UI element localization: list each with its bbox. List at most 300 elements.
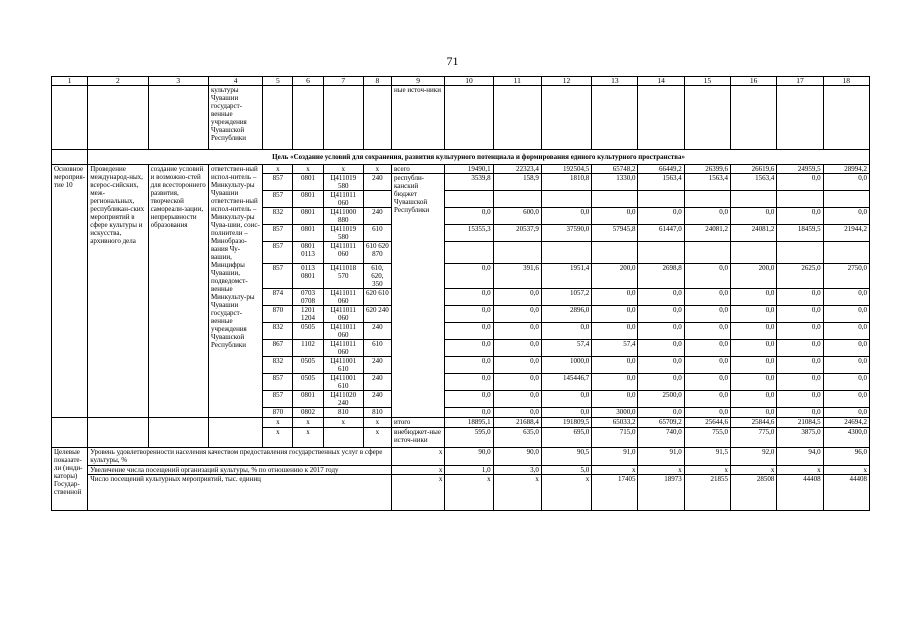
value-cell: 0,0	[777, 174, 823, 191]
target-marker: x	[392, 475, 445, 511]
value-cell	[684, 191, 730, 208]
empty-cell	[592, 86, 638, 150]
empty-cell	[493, 86, 541, 150]
value-cell: 0,0	[638, 408, 684, 418]
cell-c5: x	[263, 418, 293, 428]
value-cell: 26399,6	[684, 165, 730, 174]
cell-c6: 0703 0708	[293, 289, 323, 306]
value-cell	[638, 191, 684, 208]
cell-c7: x	[323, 165, 363, 174]
cell-c7: Ц411020 240	[323, 391, 363, 408]
value-cell: 0,0	[823, 374, 869, 391]
empty-cell	[823, 86, 869, 150]
value-cell: 19490,1	[445, 165, 493, 174]
cell-c8: x	[363, 165, 391, 174]
value-cell: 0,0	[445, 208, 493, 225]
data-row	[52, 165, 870, 174]
value-cell: 28508	[731, 475, 777, 511]
value-cell: 3875,0	[777, 428, 823, 448]
value-cell: 2896,0	[541, 306, 591, 323]
value-cell: 2750,0	[823, 264, 869, 289]
value-cell: 0,0	[684, 408, 730, 418]
cell-c3: создание условий и возможно-стей для всестороннего развития, творческой самореали-зации, непрерывности образования	[148, 165, 208, 418]
value-cell: 24081,2	[684, 225, 730, 242]
cell-c5: 857	[263, 242, 293, 264]
header-cell: 18	[823, 77, 869, 86]
value-cell: 0,0	[823, 323, 869, 340]
value-cell: 90,0	[445, 448, 493, 466]
value-cell: 0,0	[731, 340, 777, 357]
value-cell: 0,0	[823, 357, 869, 374]
value-cell: x	[731, 466, 777, 475]
empty-cell	[445, 86, 493, 150]
value-cell: 0,0	[731, 323, 777, 340]
value-cell: 24959,5	[777, 165, 823, 174]
value-cell	[823, 242, 869, 264]
value-cell: 20537,9	[493, 225, 541, 242]
value-cell: 0,0	[638, 357, 684, 374]
targets-label: Целевые показате-ли (инди-каторы) Государ-ственной	[52, 448, 88, 511]
value-cell: 18973	[638, 475, 684, 511]
empty-cell	[684, 86, 730, 150]
cell-c6: 0801	[293, 191, 323, 208]
value-cell: 65748,2	[592, 165, 638, 174]
cell-c7: Ц411019 580	[323, 225, 363, 242]
empty-cell	[323, 86, 363, 150]
cell-c7: Ц411011 060	[323, 242, 363, 264]
value-cell: 0,0	[823, 306, 869, 323]
header-cell: 16	[731, 77, 777, 86]
value-cell: 0,0	[493, 323, 541, 340]
value-cell: 90,0	[493, 448, 541, 466]
value-cell: 0,0	[592, 208, 638, 225]
header-cell: 17	[777, 77, 823, 86]
cell-c8: 620 610	[363, 289, 391, 306]
value-cell	[823, 191, 869, 208]
target-marker: x	[392, 448, 445, 466]
value-cell: 391,6	[493, 264, 541, 289]
value-cell: 3539,8	[445, 174, 493, 191]
header-cell: 10	[445, 77, 493, 86]
value-cell: 57945,8	[592, 225, 638, 242]
value-cell: 0,0	[731, 289, 777, 306]
cell-source: всего	[392, 165, 445, 174]
value-cell: 90,5	[541, 448, 591, 466]
value-cell: 0,0	[777, 391, 823, 408]
cell-c6: 1102	[293, 340, 323, 357]
goal-text: Цель «Создание условий для сохранения, развития культурного потенциала и формирования единого культурного пространства»	[88, 150, 870, 165]
value-cell: 192504,5	[541, 165, 591, 174]
value-cell: 21688,4	[493, 418, 541, 428]
cell-c8: 610	[363, 225, 391, 242]
cell-c6: 0113 0801	[293, 264, 323, 289]
value-cell: 0,0	[592, 374, 638, 391]
cell-c5: 857	[263, 225, 293, 242]
value-cell: 17405	[592, 475, 638, 511]
value-cell: 158,9	[493, 174, 541, 191]
header-cell: 11	[493, 77, 541, 86]
value-cell: 0,0	[823, 391, 869, 408]
value-cell: 0,0	[731, 357, 777, 374]
cell-c8: 240	[363, 374, 391, 391]
value-cell: 65709,2	[638, 418, 684, 428]
value-cell: 0,0	[777, 340, 823, 357]
cell-c8: x	[363, 428, 391, 448]
cell-c7: Ц411001 610	[323, 374, 363, 391]
value-cell: 66449,2	[638, 165, 684, 174]
value-cell: 0,0	[638, 323, 684, 340]
cell-source: итого	[392, 418, 445, 428]
cell-c5: 857	[263, 264, 293, 289]
header-cell: 9	[392, 77, 445, 86]
value-cell: 91,5	[684, 448, 730, 466]
value-cell	[592, 242, 638, 264]
value-cell: 0,0	[823, 408, 869, 418]
empty-cell	[52, 418, 88, 448]
value-cell: 775,0	[731, 428, 777, 448]
value-cell: x	[445, 475, 493, 511]
value-cell: 57,4	[541, 340, 591, 357]
value-cell: x	[823, 466, 869, 475]
header-cell: 12	[541, 77, 591, 86]
value-cell: 1810,8	[541, 174, 591, 191]
header-cell: 6	[293, 77, 323, 86]
cell-c5: x	[263, 428, 293, 448]
value-cell: 0,0	[684, 340, 730, 357]
cell-c5: 832	[263, 357, 293, 374]
empty-cell	[88, 418, 148, 448]
value-cell: 0,0	[493, 374, 541, 391]
value-cell: 0,0	[445, 289, 493, 306]
value-cell: 28994,2	[823, 165, 869, 174]
cell-c6: 0801	[293, 225, 323, 242]
value-cell: 0,0	[777, 208, 823, 225]
value-cell: 1951,4	[541, 264, 591, 289]
value-cell	[638, 242, 684, 264]
value-cell	[445, 242, 493, 264]
empty-cell	[293, 86, 323, 150]
empty-cell	[731, 86, 777, 150]
cell-c6: 0505	[293, 357, 323, 374]
value-cell: 61447,0	[638, 225, 684, 242]
value-cell: 0,0	[445, 374, 493, 391]
value-cell: 0,0	[592, 357, 638, 374]
value-cell: 0,0	[684, 208, 730, 225]
header-cell: 15	[684, 77, 730, 86]
empty-cell	[88, 86, 148, 150]
cell-c6: x	[293, 418, 323, 428]
value-cell	[684, 242, 730, 264]
cell-c8: 610, 620, 350	[363, 264, 391, 289]
value-cell: 24694,2	[823, 418, 869, 428]
value-cell: 0,0	[592, 306, 638, 323]
cell-c7: Ц411000 880	[323, 208, 363, 225]
target-row	[52, 475, 870, 511]
value-cell: 92,0	[731, 448, 777, 466]
value-cell: 15355,3	[445, 225, 493, 242]
empty-cell	[148, 418, 208, 448]
value-cell: 1,0	[445, 466, 493, 475]
value-cell: 25844,6	[731, 418, 777, 428]
value-cell: 0,0	[684, 264, 730, 289]
cell-c7: 810	[323, 408, 363, 418]
cell-c6: 0801	[293, 208, 323, 225]
value-cell: 18459,5	[777, 225, 823, 242]
value-cell: 0,0	[445, 323, 493, 340]
value-cell: 24081,2	[731, 225, 777, 242]
empty-cell	[208, 418, 262, 448]
value-cell: 1000,0	[541, 357, 591, 374]
value-cell: 0,0	[684, 374, 730, 391]
cell-c5: 857	[263, 191, 293, 208]
value-cell: 0,0	[823, 289, 869, 306]
value-cell: 0,0	[445, 357, 493, 374]
cell-c6: 0802	[293, 408, 323, 418]
cell-c6: 0505	[293, 374, 323, 391]
value-cell: 0,0	[777, 357, 823, 374]
cell-c6: 0801 0113	[293, 242, 323, 264]
value-cell: 635,0	[493, 428, 541, 448]
cell-c8: x	[363, 418, 391, 428]
value-cell: 595,0	[445, 428, 493, 448]
value-cell: 0,0	[493, 408, 541, 418]
cell-c8: 810	[363, 408, 391, 418]
value-cell: 3000,0	[592, 408, 638, 418]
target-marker: x	[392, 466, 445, 475]
target-text: Число посещений культурных мероприятий, тыс. единиц	[88, 475, 392, 511]
value-cell: 37590,0	[541, 225, 591, 242]
value-cell: 0,0	[493, 289, 541, 306]
cell-source: внебюджет-ные источ-ники	[392, 428, 445, 448]
value-cell: 2698,8	[638, 264, 684, 289]
value-cell: 740,0	[638, 428, 684, 448]
goal-spacer	[52, 150, 88, 165]
value-cell: 0,0	[684, 357, 730, 374]
target-text: Увеличение числа посещений организаций культуры, % по отношению к 2017 году	[88, 466, 392, 475]
cell-c4: ответствен-ный испол-нитель – Минкульту-ры Чувашии ответствен-ный испол-нитель – Минкульту-ры Чува-шии, соис-полнители – Минобразо-вания Чу-вашии, Минцифры Чувашии, подведомст-венные Минкульту-ры Чувашии государст-венные учреждения Чувашской Республики	[208, 165, 262, 418]
value-cell: 0,0	[541, 323, 591, 340]
cell-c6: 0801	[293, 391, 323, 408]
empty-cell	[638, 86, 684, 150]
value-cell: 145446,7	[541, 374, 591, 391]
target-row	[52, 466, 870, 475]
cell-c5: x	[263, 165, 293, 174]
value-cell: 0,0	[541, 391, 591, 408]
header-row	[52, 77, 870, 86]
value-cell: 0,0	[731, 408, 777, 418]
cell-c5: 867	[263, 340, 293, 357]
goal-row	[52, 150, 870, 165]
value-cell: 0,0	[541, 208, 591, 225]
value-cell: 0,0	[445, 264, 493, 289]
value-cell: 0,0	[541, 408, 591, 418]
value-cell: 44408	[823, 475, 869, 511]
value-cell	[541, 242, 591, 264]
cell-c7: Ц411001 610	[323, 357, 363, 374]
value-cell: 0,0	[777, 306, 823, 323]
value-cell: 5,0	[541, 466, 591, 475]
value-cell: 695,0	[541, 428, 591, 448]
value-cell: 65033,2	[592, 418, 638, 428]
cell-c7	[323, 428, 363, 448]
value-cell: x	[541, 475, 591, 511]
value-cell: 21944,2	[823, 225, 869, 242]
value-cell: 191809,5	[541, 418, 591, 428]
value-cell: 0,0	[777, 289, 823, 306]
page-number: 71	[446, 54, 459, 68]
header-cell: 2	[88, 77, 148, 86]
value-cell: 44408	[777, 475, 823, 511]
value-cell: 1563,4	[731, 174, 777, 191]
value-cell: 26619,6	[731, 165, 777, 174]
value-cell: 18895,1	[445, 418, 493, 428]
empty-cell	[52, 86, 88, 150]
cell-c5: 857	[263, 391, 293, 408]
value-cell: 0,0	[493, 391, 541, 408]
cell-source: республи-канский бюджет Чувашской Республики	[392, 174, 445, 418]
value-cell: 21855	[684, 475, 730, 511]
value-cell: 0,0	[638, 208, 684, 225]
value-cell: 0,0	[731, 306, 777, 323]
value-cell: 0,0	[777, 374, 823, 391]
value-cell: 1563,4	[638, 174, 684, 191]
value-cell	[493, 242, 541, 264]
value-cell: 0,0	[684, 323, 730, 340]
value-cell: 715,0	[592, 428, 638, 448]
cell-c6: 0801	[293, 174, 323, 191]
value-cell: 755,0	[684, 428, 730, 448]
value-cell: 3,0	[493, 466, 541, 475]
empty-cell	[363, 86, 391, 150]
value-cell: 600,0	[493, 208, 541, 225]
cell-source: ные источ-ники	[392, 86, 445, 150]
value-cell: 96,0	[823, 448, 869, 466]
value-cell: 0,0	[638, 306, 684, 323]
value-cell: 200,0	[592, 264, 638, 289]
cell-c6: 1201 1204	[293, 306, 323, 323]
value-cell: x	[777, 466, 823, 475]
value-cell: 0,0	[493, 357, 541, 374]
value-cell	[493, 191, 541, 208]
value-cell: x	[493, 475, 541, 511]
value-cell: 0,0	[592, 323, 638, 340]
cell-c8: 240	[363, 208, 391, 225]
cell-c8: 610	[363, 340, 391, 357]
value-cell: 25644,6	[684, 418, 730, 428]
cell-c5: 874	[263, 289, 293, 306]
value-cell: 0,0	[731, 374, 777, 391]
cell-c1: Основное мероприя-тие 10	[52, 165, 88, 418]
value-cell: 0,0	[445, 391, 493, 408]
cell-executor: культуры Чувашии государст-венные учреждения Чувашской Республики	[208, 86, 262, 150]
value-cell: 0,0	[777, 323, 823, 340]
cell-c6: 0505	[293, 323, 323, 340]
value-cell	[777, 242, 823, 264]
cell-c8: 620 240	[363, 306, 391, 323]
header-cell: 4	[208, 77, 262, 86]
cell-c5: 870	[263, 408, 293, 418]
value-cell: 0,0	[592, 391, 638, 408]
value-cell: 0,0	[777, 408, 823, 418]
cell-c8	[363, 191, 391, 208]
value-cell: x	[684, 466, 730, 475]
value-cell: 0,0	[638, 289, 684, 306]
value-cell: 1563,4	[684, 174, 730, 191]
cell-c2: Проведение международ-ных, всерос-сийских, меж-региональных, республикан-ских мероприятий в сфере культуры и искусства, архивного дела	[88, 165, 148, 418]
value-cell: 21084,5	[777, 418, 823, 428]
header-cell: 13	[592, 77, 638, 86]
value-cell: 91,0	[638, 448, 684, 466]
header-cell: 5	[263, 77, 293, 86]
value-cell: 57,4	[592, 340, 638, 357]
cell-c8: 240	[363, 174, 391, 191]
value-cell	[541, 191, 591, 208]
cell-c5: 857	[263, 174, 293, 191]
cell-c8: 610 620 870	[363, 242, 391, 264]
value-cell: 0,0	[445, 408, 493, 418]
value-cell: 2500,0	[638, 391, 684, 408]
value-cell: 0,0	[445, 340, 493, 357]
data-row	[52, 418, 870, 428]
cell-c7: Ц411011 060	[323, 340, 363, 357]
value-cell: 1057,2	[541, 289, 591, 306]
value-cell: 0,0	[638, 340, 684, 357]
cell-c7: Ц411019 580	[323, 174, 363, 191]
cell-c7: Ц411011 060	[323, 323, 363, 340]
header-cell: 14	[638, 77, 684, 86]
value-cell: 1330,0	[592, 174, 638, 191]
value-cell: 0,0	[445, 306, 493, 323]
value-cell: 0,0	[638, 374, 684, 391]
value-cell	[731, 242, 777, 264]
value-cell: 0,0	[592, 289, 638, 306]
value-cell: 0,0	[823, 174, 869, 191]
value-cell	[592, 191, 638, 208]
header-cell: 3	[148, 77, 208, 86]
value-cell: 4300,0	[823, 428, 869, 448]
value-cell: 0,0	[684, 306, 730, 323]
budget-table	[51, 76, 870, 511]
value-cell: 0,0	[823, 208, 869, 225]
value-cell: 0,0	[493, 340, 541, 357]
value-cell: 22323,4	[493, 165, 541, 174]
empty-cell	[777, 86, 823, 150]
value-cell: 2625,0	[777, 264, 823, 289]
header-cell: 8	[363, 77, 391, 86]
cell-c5: 832	[263, 323, 293, 340]
value-cell: 0,0	[684, 391, 730, 408]
target-text: Уровень удовлетворенности населения качеством предоставления государственных услуг в сфере культуры, %	[88, 448, 392, 466]
header-cell: 1	[52, 77, 88, 86]
value-cell	[445, 191, 493, 208]
cell-c5: 857	[263, 374, 293, 391]
cell-c7: Ц411011 060	[323, 191, 363, 208]
value-cell: 91,0	[592, 448, 638, 466]
empty-cell	[263, 86, 293, 150]
cell-c6: x	[293, 428, 323, 448]
value-cell: 0,0	[731, 391, 777, 408]
value-cell: x	[592, 466, 638, 475]
cell-c8: 240	[363, 323, 391, 340]
continuation-row	[52, 86, 870, 150]
empty-cell	[148, 86, 208, 150]
target-row	[52, 448, 870, 466]
cell-c8: 240	[363, 391, 391, 408]
cell-c7: x	[323, 418, 363, 428]
cell-c7: Ц411011 060	[323, 306, 363, 323]
value-cell: 0,0	[684, 289, 730, 306]
cell-c8: 240	[363, 357, 391, 374]
